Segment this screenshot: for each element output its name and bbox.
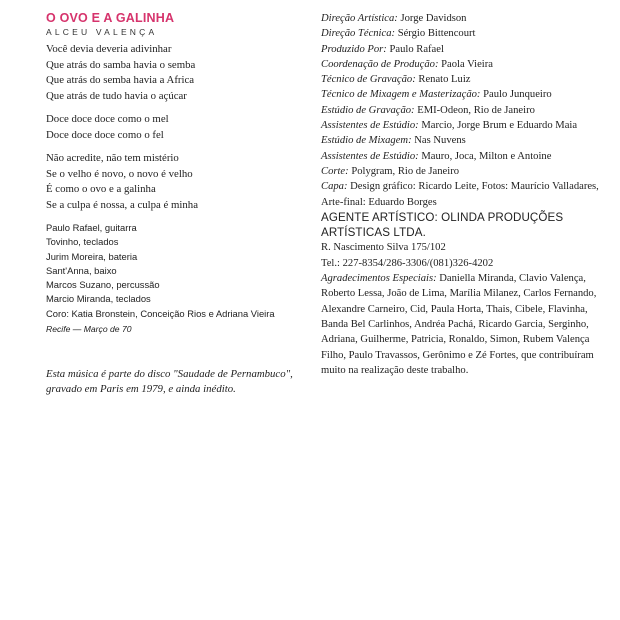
credit-line — [321, 57, 605, 72]
lyric-line: Se a culpa é nossa, a culpa é minha — [46, 198, 198, 211]
credit-label: Produzido Por: — [321, 43, 387, 55]
musician-credit: Marcos Suzano, percussão — [46, 279, 160, 291]
credit-line — [321, 87, 605, 102]
credit-value: Nas Nuvens — [414, 135, 466, 147]
credit-line — [321, 149, 605, 164]
agency-name: AGENTE ARTÍSTICO: OLINDA PRODUÇÕES ARTÍSTICAS LTDA. — [321, 210, 564, 240]
musician-credit: Tovinho, teclados — [46, 236, 119, 248]
credit-value: Paulo Junqueiro — [483, 89, 552, 101]
acknowledgements — [321, 271, 605, 378]
credit-value: Mauro, Joca, Milton e Antoine — [421, 150, 552, 162]
credit-line — [321, 164, 605, 179]
credit-label: Capa: — [321, 181, 348, 193]
agency-address: R. Nascimento Silva 175/102 — [321, 242, 446, 254]
album-note: Esta música é parte do disco "Saudade de Pernambuco", gravado em Paris em 1979, e ainda inédito. — [46, 368, 293, 395]
credit-value: Jorge Davidson — [400, 13, 467, 24]
credit-value: Sérgio Bittencourt — [397, 28, 476, 40]
credit-label: Técnico de Gravação: — [321, 74, 416, 86]
credit-label: Assistentes de Estúdio: — [321, 120, 419, 132]
credit-value: Design gráfico: Ricardo Leite, Fotos: Maurício Valladares, Arte-final: Eduardo Borges — [321, 181, 599, 208]
song-title: O OVO E A GALINHA — [46, 11, 175, 25]
credit-line — [321, 72, 605, 87]
place-date-signature: Recife — Março de 70 — [46, 324, 132, 335]
credit-line — [321, 26, 605, 41]
credit-value: Marcio, Jorge Brum e Eduardo Maia — [421, 120, 578, 132]
credit-value: Paola Vieira — [441, 58, 493, 70]
musician-credit: Coro: Katia Bronstein, Conceição Rios e Adriana Vieira — [46, 307, 275, 319]
agency-phone: Tel.: 227-8354/286-3306/(081)326-4202 — [321, 257, 494, 269]
musician-credit: Marcio Miranda, teclados — [46, 293, 151, 305]
lyric-line: Se o velho é novo, o novo é velho — [46, 167, 193, 180]
lyric-line: Que atrás do samba havia o semba — [46, 58, 196, 71]
lyric-line: Não acredite, não tem mistério — [46, 152, 179, 164]
lyric-line: Doce doce doce como o mel — [46, 113, 169, 125]
credit-line — [321, 133, 605, 148]
lyric-line: É como o ovo e a galinha — [46, 183, 156, 195]
credit-label: Técnico de Mixagem e Masterização: — [321, 89, 481, 101]
credit-line — [321, 11, 605, 26]
credit-label: Estúdio de Mixagem: — [321, 135, 412, 147]
credit-line — [321, 103, 605, 118]
credit-line — [321, 42, 605, 57]
credit-value: Renato Luiz — [418, 74, 471, 86]
credit-label: Corte: — [321, 165, 349, 177]
credit-label: Direção Artística: — [321, 13, 398, 24]
musician-credit: Sant'Anna, baixo — [46, 264, 117, 276]
credit-label: Assistentes de Estúdio: — [321, 150, 419, 162]
lyric-line: Que atrás do semba havia a Africa — [46, 74, 195, 86]
musician-credits — [46, 221, 296, 321]
musician-credit: Jurim Moreira, bateria — [46, 250, 138, 262]
lyrics-stanza — [46, 151, 296, 213]
musician-credit: Paulo Rafael, guitarra — [46, 222, 137, 233]
lyrics-stanza — [46, 42, 296, 104]
lyrics-stanza — [46, 112, 296, 143]
credit-label: Estúdio de Gravação: — [321, 104, 415, 116]
acknowledgements-label: Agradecimentos Especiais: — [321, 273, 437, 285]
credit-value: Paulo Rafael — [389, 43, 444, 55]
credit-line — [321, 179, 605, 210]
lyric-line: Doce doce doce como o fel — [46, 128, 164, 141]
credit-value: Polygram, Rio de Janeiro — [351, 165, 460, 177]
song-column — [46, 10, 296, 396]
production-credits-column — [321, 11, 605, 378]
artist-name: ALCEU VALENÇA — [46, 27, 158, 37]
lyric-line: Que atrás de tudo havia o açúcar — [46, 89, 187, 102]
acknowledgements-text: Daniella Miranda, Clavio Valença, Roberto Lessa, João de Lima, Marília Milanez, Carlos Fernando, Alexandre Carneiro, Cid, Paula Horta, Thais, Cibele, Flavinha, Banda Bel Carlinhos, Andréa Pachá, Ricardo Garcia, Serginho, Adriana, Guilherme, Patricia, Ronaldo, Simon, Rubem Valença Filho, Paulo Travassos, Gerônimo e Zé Fortes, que contribuíram muito na realização deste trabalho. — [321, 273, 597, 376]
lyric-line: Você devia deveria adivinhar — [46, 43, 172, 55]
credit-value: EMI-Odeon, Rio de Janeiro — [417, 104, 535, 116]
credit-label: Direção Técnica: — [321, 28, 396, 40]
credit-label: Coordenação de Produção: — [321, 58, 439, 70]
credit-line — [321, 118, 605, 133]
